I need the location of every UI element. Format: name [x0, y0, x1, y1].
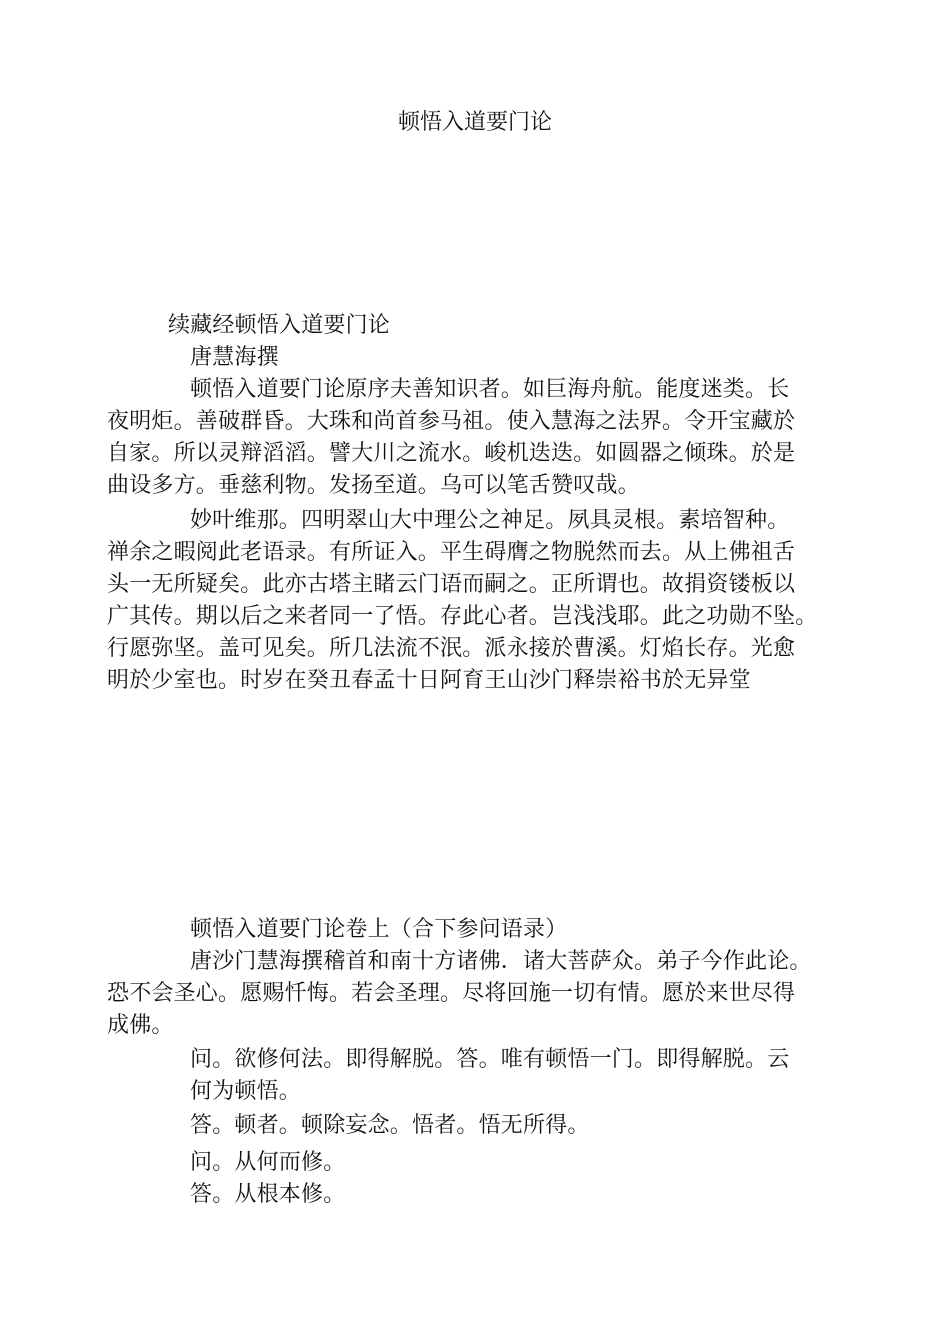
preface-p2-line-4: 广其传。期以后之来者同一了悟。存此心者。岂浅浅耶。此之功勋不坠。 — [107, 604, 818, 629]
preface-author-line: 唐慧海撰 — [190, 345, 279, 370]
qa-line-1: 问。欲修何法。即得解脱。答。唯有顿悟一门。即得解脱。云 — [190, 1047, 790, 1072]
preface-p2-line-5: 行愿弥坚。盖可见矣。所几法流不泯。派永接於曹溪。灯焰长存。光愈 — [107, 636, 796, 661]
document-title: 顿悟入道要门论 — [397, 110, 552, 135]
volume-intro-line-3: 成佛。 — [107, 1013, 174, 1038]
preface-p2-line-2: 禅余之暇阅此老语录。有所证入。平生碍膺之物脱然而去。从上佛祖舌 — [107, 540, 796, 565]
preface-p1-line-2: 夜明炬。善破群昏。大珠和尚首参马祖。使入慧海之法界。令开宝藏於 — [107, 409, 796, 434]
qa-line-2: 何为顿悟。 — [190, 1079, 302, 1104]
volume-intro-line-2: 恐不会圣心。愿赐忏悔。若会圣理。尽将回施一切有情。愿於来世尽得 — [107, 981, 796, 1006]
preface-source-heading: 续藏经顿悟入道要门论 — [168, 313, 391, 338]
preface-p2-line-6: 明於少室也。时岁在癸丑春孟十日阿育王山沙门释崇裕书於无异堂 — [107, 668, 751, 693]
preface-p2-line-3: 头一无所疑矣。此亦古塔主睹云门语而嗣之。正所谓也。故捐资镂板以 — [107, 572, 796, 597]
volume-intro-line-1: 唐沙门慧海撰稽首和南十方诸佛．诸大菩萨众。弟子今作此论。 — [190, 949, 812, 974]
volume-title: 顿悟入道要门论卷上（合下参问语录） — [190, 917, 568, 942]
qa-line-4: 问。从何而修。 — [190, 1150, 346, 1175]
preface-p2-line-1: 妙叶维那。四明翠山大中理公之神足。夙具灵根。素培智种。 — [190, 508, 790, 533]
preface-p1-line-4: 曲设多方。垂慈利物。发扬至道。乌可以笔舌赞叹哉。 — [107, 473, 640, 498]
qa-line-3: 答。顿者。顿除妄念。悟者。悟无所得。 — [190, 1113, 590, 1138]
qa-line-5: 答。从根本修。 — [190, 1182, 346, 1207]
preface-p1-line-3: 自家。所以灵辩滔滔。譬大川之流水。峻机迭迭。如圆器之倾珠。於是 — [107, 441, 796, 466]
preface-p1-line-1: 顿悟入道要门论原序夫善知识者。如巨海舟航。能度迷类。长 — [190, 377, 790, 402]
